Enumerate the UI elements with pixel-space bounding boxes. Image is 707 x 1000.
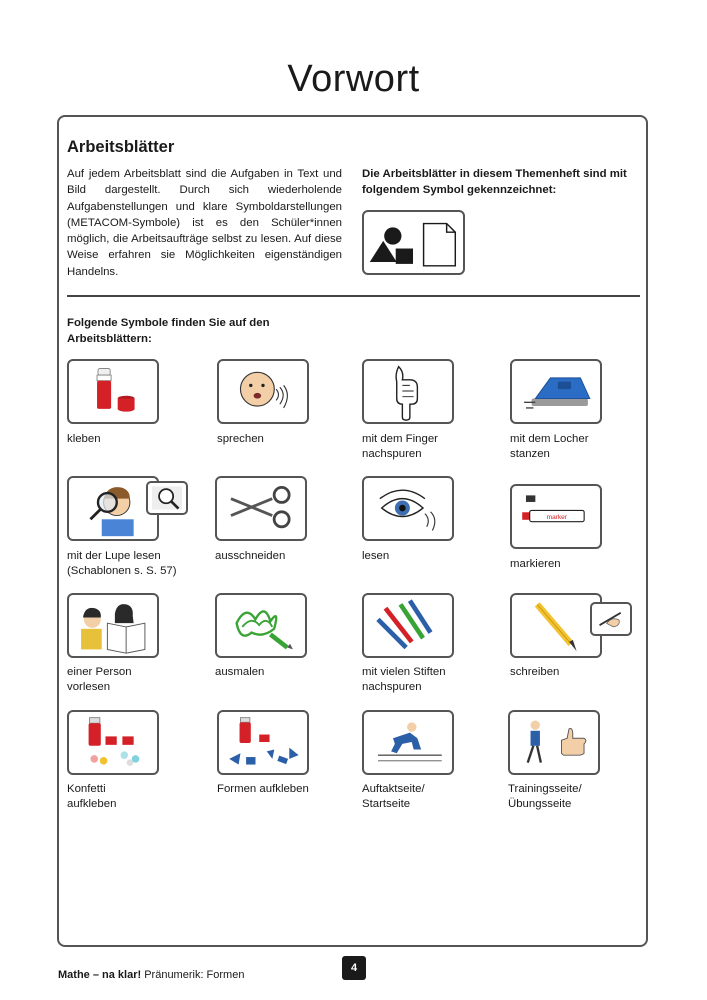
symbol-label: sprechen [217, 433, 264, 445]
book-subtitle: Pränumerik: Formen [144, 969, 245, 981]
symbol-label: Trainingsseite/ Übungsseite [508, 783, 582, 810]
writing-hand-box [590, 602, 632, 636]
book-title: Mathe – na klar! [58, 969, 142, 981]
writing-hand-icon [592, 604, 630, 634]
shapes-glue-icon [219, 712, 307, 773]
symbol-finger [362, 359, 454, 424]
symbol-ausmalen [215, 593, 307, 658]
symbol-label: schreiben [510, 666, 560, 678]
page-number: 4 [342, 956, 366, 980]
symbol-label: mit dem Locher stanzen [510, 433, 589, 460]
symbol-label: mit dem Finger nachspuren [362, 433, 438, 460]
marker-icon [512, 486, 600, 547]
symbol-konfetti [67, 710, 159, 775]
symbol-locher [510, 359, 602, 424]
pencil-writing-icon [512, 595, 600, 656]
speaking-face-icon [219, 361, 307, 422]
symbol-formen [217, 710, 309, 775]
training-thumbs-up-icon [510, 712, 598, 773]
hole-punch-icon [512, 361, 600, 422]
symbol-label: einer Person vorlesen [67, 666, 132, 693]
symbol-label: Konfetti aufkleben [67, 783, 117, 810]
scissors-icon [217, 478, 305, 539]
magnifier-grid-icon [148, 483, 186, 513]
symbol-stifte [362, 593, 454, 658]
symbol-note: Die Arbeitsblätter in diesem Themenheft sind mit folgendem Symbol gekennzeichnet: [362, 168, 627, 197]
glue-stick-icon [69, 361, 157, 422]
marker-label: marker [546, 513, 567, 521]
symbol-sprechen [217, 359, 309, 424]
coloring-icon [217, 595, 305, 656]
intro-text: Auf jedem Arbeitsblatt sind die Aufgaben in Text und Bild dargestellt. Durch sich wiederholende Aufgabenstellungen und klare Symboldarstellungen (METACOM-Symbole) ist es den Schüler*innen möglich, die Arbeitsaufträge selbst zu lesen. Auf diese Weise erfahren sie Möglichkeiten eigenständigen Handelns. [67, 168, 342, 278]
shapes-document-icon [364, 212, 463, 274]
reading-aloud-icon [69, 595, 157, 656]
eye-icon [364, 478, 452, 539]
magnifier-template-box [146, 481, 188, 515]
symbols-heading: Folgende Symbole finden Sie auf den Arbeitsblättern: [67, 317, 270, 346]
divider [67, 295, 640, 297]
symbol-kleben [67, 359, 159, 424]
page-title: Vorwort [287, 58, 420, 100]
symbol-label: ausmalen [215, 666, 265, 678]
symbol-lesen [362, 476, 454, 541]
symbol-label: kleben [67, 433, 101, 445]
symbol-markieren [510, 484, 602, 549]
magnifier-reading-icon [69, 478, 157, 539]
symbol-training [508, 710, 600, 775]
symbol-auftakt [362, 710, 454, 775]
starting-runner-icon [364, 712, 452, 773]
symbol-label: Auftaktseite/ Startseite [362, 783, 425, 810]
colored-pencils-icon [364, 595, 452, 656]
symbol-label: mit vielen Stiften nachspuren [362, 666, 446, 693]
pointing-finger-icon [364, 361, 452, 422]
symbol-label: ausschneiden [215, 550, 286, 562]
symbol-ausschneiden [215, 476, 307, 541]
symbol-vorlesen [67, 593, 159, 658]
symbol-label: Formen aufkleben [217, 783, 309, 795]
confetti-glue-icon [69, 712, 157, 773]
symbol-label: markieren [510, 558, 561, 570]
symbol-label: mit der Lupe lesen (Schablonen s. S. 57) [67, 550, 177, 577]
worksheet-symbol [362, 210, 465, 275]
footer-title [58, 969, 244, 981]
symbol-label: lesen [362, 550, 390, 562]
symbol-schreiben [510, 593, 602, 658]
section-heading: Arbeitsblätter [67, 138, 175, 156]
